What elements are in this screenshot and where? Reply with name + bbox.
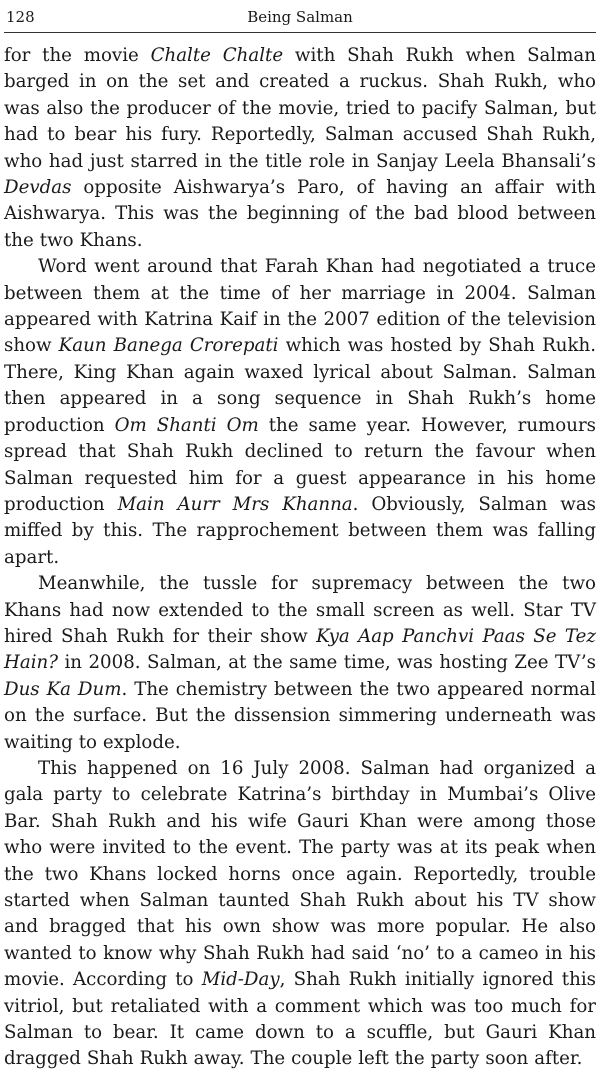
paragraph-text: Word went around that Farah Khan had negotiated a truce between them at the time of her marriage in 2004. Salman appeared with Katrina Kaif in the 2007 edition of the television show — [4, 256, 596, 357]
italic-title-text: Dus Ka Dum — [4, 678, 122, 700]
body-text — [4, 43, 596, 1073]
italic-title-text: Mid-Day — [201, 969, 280, 991]
paragraph-text: with Shah Rukh when Salman barged in on the set and created a ruckus. Shah Rukh, who was also the producer of the movie, tried to pacify Salman, but had to bear his fury. Reportedly, Salman accused Shah Rukh, who had just starred in the title role in Sanjay Leela Bhansali’s — [4, 45, 596, 172]
italic-title-text: Kaun Banega Crorepati — [58, 335, 279, 357]
italic-title-text: Chalte Chalte — [150, 45, 284, 66]
paragraph-text: Meanwhile, the tussle for supremacy between the two Khans had now extended to the small screen as well. Star TV hired Shah Rukh for their show — [4, 573, 596, 647]
paragraph — [4, 254, 596, 571]
italic-title-text: Om Shanti Om — [114, 414, 259, 436]
paragraph-text: . The chemistry between the two appeared normal on the surface. But the dissension simmering underneath was waiting to explode. — [4, 678, 596, 753]
header-rule — [4, 32, 596, 33]
paragraph — [4, 571, 596, 756]
italic-title-text: Main Aurr Mrs Khanna — [117, 493, 353, 515]
paragraph — [4, 756, 596, 1073]
paragraph-text: the same year. However, rumours spread that Shah Rukh declined to return the favour when Salman requested him for a guest appearance in his home production — [4, 414, 596, 515]
italic-title-text: Kya Aap Panchvi Paas Se Tez Hain? — [4, 625, 596, 674]
page-number: 128 — [6, 8, 35, 26]
italic-title-text: Devdas — [4, 177, 72, 199]
paragraph-text: in 2008. Salman, at the same time, was hosting Zee TV’s — [58, 652, 596, 674]
running-head — [4, 6, 596, 32]
running-title: Being Salman — [247, 8, 353, 26]
paragraph — [4, 43, 596, 254]
paragraph-text: This happened on 16 July 2008. Salman had organized a gala party to celebrate Katrina’s birthday in Mumbai’s Olive Bar. Shah Rukh and his wife Gauri Khan were among those who were invited to the event. The party was at its peak when the two Khans locked horns once again. Reportedly, trouble started when Salman taunted Shah Rukh about his TV show and bragged that his own show was more popular. He also wanted to know why Shah Rukh had said ‘no’ to a cameo in his movie. According to — [4, 757, 596, 991]
paragraph-text: which was hosted by Shah Rukh. There, King Khan again waxed lyrical about Salman. Salman then appeared in a song sequence in Shah Rukh’s home production — [4, 335, 596, 436]
paragraph-text: , Shah Rukh initially ignored this vitriol, but retaliated with a comment which was too much for Salman to bear. It came down to a scuffle, but Gauri Khan dragged Shah Rukh away. The couple left the party soon after. — [4, 969, 596, 1070]
paragraph-text: opposite Aishwarya’s Paro, of having an affair with Aishwarya. This was the beginning of the bad blood between the two Khans. — [4, 177, 596, 251]
paragraph-text: for the movie — [4, 45, 151, 66]
paragraph-text: . Obviously, Salman was miffed by this. The rapprochement between them was falling apart. — [4, 493, 596, 568]
